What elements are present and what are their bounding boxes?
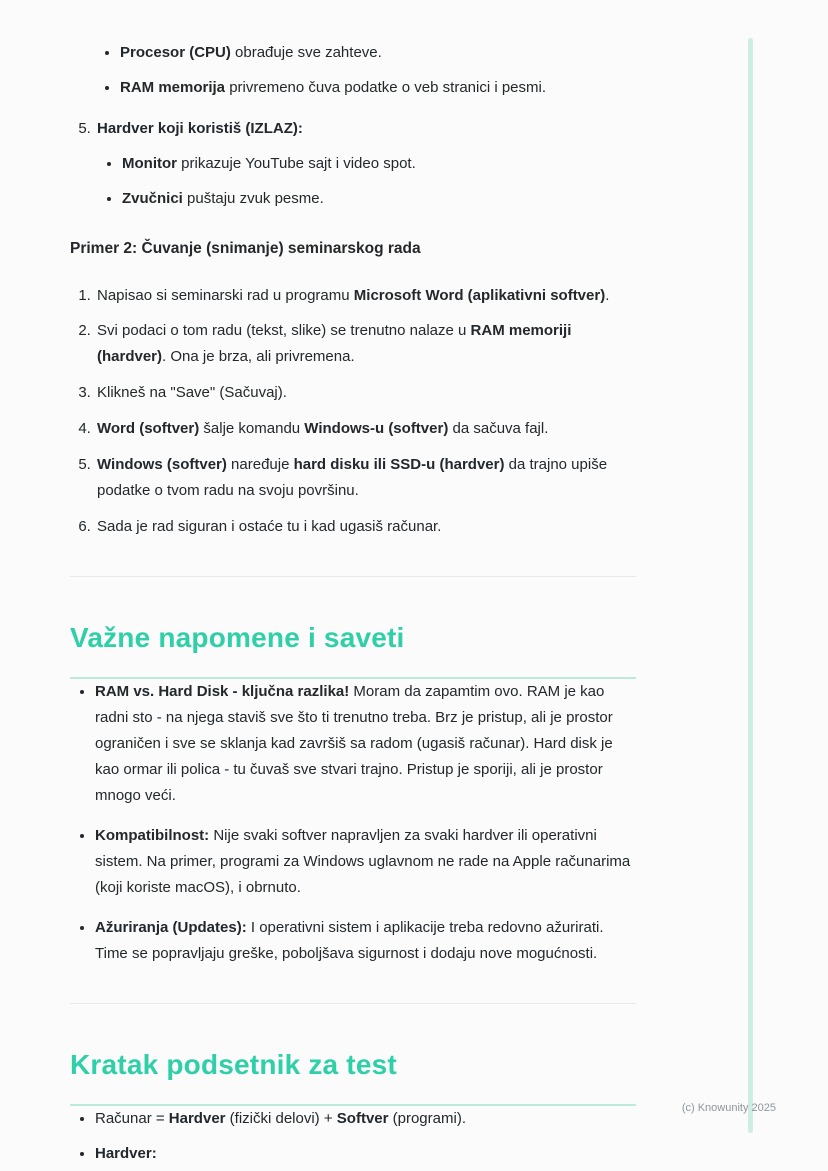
bold-text-segment: Softver — [336, 1110, 389, 1128]
list-item — [95, 318, 636, 370]
primer2-steps-list — [70, 283, 636, 541]
bold-text-segment: RAM memorija — [120, 78, 226, 96]
list-item — [95, 1106, 636, 1132]
napomene-list — [70, 679, 636, 966]
bold-text-segment: Word (softver) — [97, 420, 200, 438]
section-divider — [70, 1003, 636, 1004]
text-segment: prikazuje YouTube sajt i video spot. — [176, 154, 416, 172]
text-segment: da sačuva fajl. — [448, 420, 549, 438]
text-segment: da trajno upiše podatke o tvom radu na svoju površinu. — [97, 456, 608, 500]
napomene-section-heading: Važne napomene i saveti — [70, 614, 636, 679]
text-segment: obrađuje sve zahteve. — [230, 44, 382, 61]
podsetnik-section-heading: Kratak podsetnik za test — [70, 1041, 636, 1106]
text-segment: puštaju zvuk pesme. — [182, 189, 324, 207]
section-divider — [70, 576, 636, 577]
bold-text-segment: Zvučnici — [122, 189, 183, 207]
text-segment: (programi). — [388, 1110, 466, 1128]
text-segment: Nije svaki softver napravljen za svaki hardver ili operativni sistem. Na primer, programi za Windows uglavnom ne rade na Apple računarima (koji koriste macOS), i obrnuto. — [95, 827, 631, 896]
list-item — [95, 283, 636, 309]
text-segment: Napisao si seminarski rad u programu — [97, 286, 354, 304]
bold-text-segment: Microsoft Word (aplikativni softver) — [353, 286, 606, 304]
list-item — [120, 40, 636, 66]
text-segment: Računar = — [95, 1110, 169, 1128]
bold-text-segment: Kompatibilnost: — [95, 827, 210, 845]
bold-text-segment: RAM memoriji (hardver) — [97, 322, 572, 366]
primer2-heading: Primer 2: Čuvanje (snimanje) seminarskog rada — [70, 239, 421, 257]
text-segment: . — [605, 286, 610, 304]
text-segment: šalje komandu — [199, 420, 305, 438]
list-item — [95, 116, 636, 212]
list-item — [95, 823, 636, 901]
bold-text-segment: Hardver koji koristiš (IZLAZ): — [97, 119, 303, 137]
list-item — [120, 75, 636, 101]
bold-text-segment: RAM vs. Hard Disk - ključna razlika! — [95, 683, 350, 701]
text-segment: Svi podaci o tom radu (tekst, slike) se trenutno nalaze u — [97, 322, 471, 340]
bold-text-segment: Windows-u (softver) — [304, 420, 449, 438]
text-segment: Sada je rad siguran i ostaće tu i kad ugasiš računar. — [97, 518, 442, 536]
podsetnik-list — [70, 1106, 636, 1167]
list-item — [95, 915, 636, 967]
page-edge-indicator — [748, 38, 753, 1133]
text-segment: Moram da zapamtim ovo. RAM je kao radni sto - na njega staviš sve što ti trenutno treba. Brz je pristup, ali je prostor ograničen i sve se sklanja kad završiš sa radom (ugasiš računar). Hard disk je kao ormar ili polica - tu čuvaš sve stvari trajno. Pristup je sporiji, ali je prostor mnogo veći. — [95, 683, 613, 805]
bold-text-segment: Windows (softver) — [97, 456, 227, 474]
hardware-output-sublist — [97, 151, 636, 212]
list-item — [95, 679, 636, 809]
text-segment: Klikneš na "Save" (Sačuvaj). — [97, 384, 287, 402]
bold-text-segment: hard disku ili SSD-u (hardver) — [293, 456, 505, 474]
text-segment: I operativni sistem i aplikacije treba redovno ažurirati. Time se popravljaju greške, poboljšava sigurnost i dodaju nove mogućnosti. — [95, 918, 604, 962]
bold-text-segment: Procesor (CPU) — [120, 44, 231, 61]
document-content — [70, 0, 636, 1171]
text-segment: (fizički delovi) + — [225, 1110, 337, 1128]
text-segment: privremeno čuva podatke o veb stranici i pesmi. — [225, 78, 547, 96]
list-item-text — [97, 120, 303, 137]
cpu-ram-bullet-list — [95, 40, 636, 101]
list-item — [122, 151, 636, 177]
list-item — [95, 1141, 636, 1167]
bold-text-segment: Hardver — [168, 1110, 226, 1128]
bold-text-segment: Monitor — [122, 154, 177, 172]
hardware-output-list — [70, 116, 636, 212]
bold-text-segment: Hardver: — [95, 1145, 157, 1163]
list-item — [95, 380, 636, 406]
copyright-footer: (c) Knowunity 2025 — [681, 1102, 776, 1114]
list-item — [95, 514, 636, 540]
list-item — [95, 416, 636, 442]
text-segment: . Ona je brza, ali privremena. — [162, 348, 355, 366]
bold-text-segment: Ažuriranja (Updates): — [95, 918, 247, 936]
list-item — [95, 452, 636, 504]
text-segment: naređuje — [226, 456, 294, 474]
list-item — [122, 186, 636, 212]
